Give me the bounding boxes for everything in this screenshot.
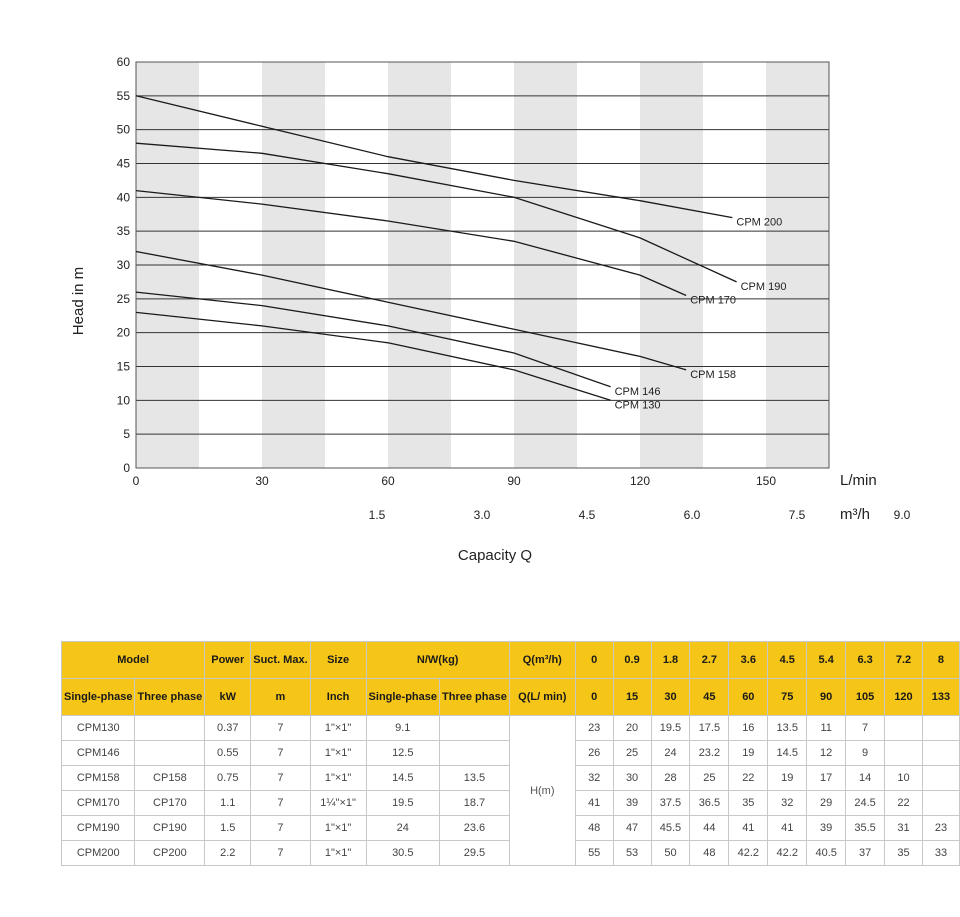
head-value-cell xyxy=(885,716,923,741)
table-cell: 1"×1" xyxy=(310,766,366,791)
head-value-cell: 7 xyxy=(846,716,885,741)
head-value-cell: 50 xyxy=(651,841,690,866)
head-value-cell: 48 xyxy=(575,816,613,841)
head-value-cell: 35.5 xyxy=(846,816,885,841)
table-cell: 2.2 xyxy=(205,841,251,866)
q-lmin-value: 30 xyxy=(651,679,690,716)
head-value-cell: 39 xyxy=(807,816,846,841)
y-tick-label: 45 xyxy=(116,156,130,171)
curve-label: CPM 190 xyxy=(740,280,787,293)
table-cell xyxy=(135,741,205,766)
q-lmin-value: 120 xyxy=(885,679,923,716)
head-value-cell: 41 xyxy=(575,791,613,816)
head-value-cell: 23.2 xyxy=(690,741,729,766)
table-cell xyxy=(135,716,205,741)
head-value-cell: 37 xyxy=(846,841,885,866)
table-cell: 0.37 xyxy=(205,716,251,741)
q-lmin-value: 133 xyxy=(922,679,959,716)
table-cell: CPM200 xyxy=(62,841,135,866)
x-tick-label-m3h: 4.5 xyxy=(578,508,596,522)
curve-label: CPM 130 xyxy=(614,399,661,412)
x-tick-label-lmin: 0 xyxy=(132,474,140,488)
head-value-cell: 42.2 xyxy=(729,841,768,866)
col-nw-three: Three phase xyxy=(440,679,510,716)
table-cell: 1"×1" xyxy=(310,741,366,766)
q-lmin-value: 105 xyxy=(846,679,885,716)
table-cell: 7 xyxy=(251,766,310,791)
x-axis-unit-m3h: m³/h xyxy=(840,506,870,523)
head-value-cell: 44 xyxy=(690,816,729,841)
q-m3h-value: 7.2 xyxy=(885,642,923,679)
head-value-cell: 24 xyxy=(651,741,690,766)
table-cell: CP190 xyxy=(135,816,205,841)
q-lmin-value: 60 xyxy=(729,679,768,716)
table-row xyxy=(62,716,960,741)
table-cell xyxy=(440,741,510,766)
table-cell: 23.6 xyxy=(440,816,510,841)
y-tick-label: 10 xyxy=(116,393,130,408)
y-tick-label: 30 xyxy=(116,258,130,272)
head-value-cell: 11 xyxy=(807,716,846,741)
head-value-cell: 41 xyxy=(729,816,768,841)
col-inch: Inch xyxy=(310,679,366,716)
head-value-cell: 12 xyxy=(807,741,846,766)
col-nw-single: Single-phase xyxy=(366,679,439,716)
table-cell: 0.75 xyxy=(205,766,251,791)
head-value-cell: 19 xyxy=(729,741,768,766)
x-tick-label-lmin: 60 xyxy=(381,474,395,488)
col-three-phase: Three phase xyxy=(135,679,205,716)
table-cell: 1"×1" xyxy=(310,816,366,841)
table-cell: 7 xyxy=(251,816,310,841)
head-value-cell: 25 xyxy=(613,741,651,766)
x-tick-label-lmin: 150 xyxy=(755,474,777,488)
head-value-cell: 25 xyxy=(690,766,729,791)
col-nw: N/W(kg) xyxy=(366,642,509,679)
head-value-cell: 10 xyxy=(885,766,923,791)
curve-label: CPM 158 xyxy=(690,368,737,381)
y-tick-label: 60 xyxy=(116,55,130,69)
table-cell: 0.55 xyxy=(205,741,251,766)
col-power: Power xyxy=(205,642,251,679)
table-cell: CP200 xyxy=(135,841,205,866)
head-value-cell: 42.2 xyxy=(768,841,807,866)
x-axis-label: Capacity Q xyxy=(457,547,533,564)
q-m3h-value: 3.6 xyxy=(729,642,768,679)
col-suct: Suct. Max. xyxy=(251,642,310,679)
q-m3h-value: 0.9 xyxy=(613,642,651,679)
x-axis-unit-lmin: L/min xyxy=(840,472,877,489)
head-value-cell: 35 xyxy=(729,791,768,816)
curve-label: CPM 170 xyxy=(690,294,737,307)
x-axis-ticks-m3h xyxy=(369,508,911,522)
head-value-cell: 14.5 xyxy=(768,741,807,766)
head-value-cell xyxy=(885,741,923,766)
head-value-cell: 19 xyxy=(768,766,807,791)
table-cell: 29.5 xyxy=(440,841,510,866)
head-value-cell: 29 xyxy=(807,791,846,816)
spec-table-body xyxy=(62,716,960,866)
table-cell: CPM190 xyxy=(62,816,135,841)
x-tick-label-lmin: 30 xyxy=(255,474,269,488)
q-m3h-value: 6.3 xyxy=(846,642,885,679)
table-cell: 30.5 xyxy=(366,841,439,866)
head-value-cell: 36.5 xyxy=(690,791,729,816)
y-tick-label: 55 xyxy=(116,88,130,103)
table-cell: 9.1 xyxy=(366,716,439,741)
head-value-cell: 32 xyxy=(768,791,807,816)
head-value-cell: 23 xyxy=(575,716,613,741)
table-cell: 7 xyxy=(251,716,310,741)
x-tick-label-m3h: 1.5 xyxy=(368,508,386,522)
head-value-cell: 55 xyxy=(575,841,613,866)
table-cell: 24 xyxy=(366,816,439,841)
table-header-row-2 xyxy=(62,679,960,716)
y-tick-label: 15 xyxy=(116,359,130,374)
col-kw: kW xyxy=(205,679,251,716)
table-cell: CPM146 xyxy=(62,741,135,766)
table-cell: 7 xyxy=(251,841,310,866)
head-value-cell: 13.5 xyxy=(768,716,807,741)
head-value-cell: 40.5 xyxy=(807,841,846,866)
head-value-cell: 22 xyxy=(729,766,768,791)
q-m3h-value: 1.8 xyxy=(651,642,690,679)
head-value-cell: 14 xyxy=(846,766,885,791)
table-cell: 14.5 xyxy=(366,766,439,791)
y-axis-ticks xyxy=(117,55,131,475)
table-cell: 1"×1" xyxy=(310,841,366,866)
y-tick-label: 40 xyxy=(116,190,130,205)
head-value-cell: 17.5 xyxy=(690,716,729,741)
curve-label: CPM 200 xyxy=(736,216,783,229)
head-value-cell: 28 xyxy=(651,766,690,791)
head-value-cell xyxy=(922,716,959,741)
head-value-cell: 39 xyxy=(613,791,651,816)
head-value-cell: 22 xyxy=(885,791,923,816)
head-value-cell: 9 xyxy=(846,741,885,766)
x-tick-label-lmin: 120 xyxy=(629,474,651,488)
x-axis-ticks-lmin xyxy=(133,474,777,488)
head-value-cell xyxy=(922,766,959,791)
head-value-cell: 41 xyxy=(768,816,807,841)
head-value-cell: 47 xyxy=(613,816,651,841)
table-cell: 1.1 xyxy=(205,791,251,816)
table-cell: CPM170 xyxy=(62,791,135,816)
head-value-cell: 53 xyxy=(613,841,651,866)
head-value-cell: 37.5 xyxy=(651,791,690,816)
head-value-cell xyxy=(922,791,959,816)
y-tick-label: 50 xyxy=(116,122,130,137)
head-value-cell: 24.5 xyxy=(846,791,885,816)
q-lmin-value: 90 xyxy=(807,679,846,716)
x-tick-label-m3h: 6.0 xyxy=(683,508,701,522)
head-value-cell: 23 xyxy=(922,816,959,841)
col-single-phase: Single-phase xyxy=(62,679,135,716)
head-value-cell: 48 xyxy=(690,841,729,866)
table-cell: CP170 xyxy=(135,791,205,816)
x-tick-label-lmin: 90 xyxy=(507,474,521,488)
table-cell: CP158 xyxy=(135,766,205,791)
col-size: Size xyxy=(310,642,366,679)
table-cell xyxy=(440,716,510,741)
y-tick-label: 20 xyxy=(116,325,130,340)
table-cell: 18.7 xyxy=(440,791,510,816)
q-m3h-value: 5.4 xyxy=(807,642,846,679)
q-lmin-value: 45 xyxy=(690,679,729,716)
head-value-cell: 19.5 xyxy=(651,716,690,741)
q-lmin-value: 15 xyxy=(613,679,651,716)
table-cell: 7 xyxy=(251,741,310,766)
q-lmin-value: 75 xyxy=(768,679,807,716)
table-cell: 1¼"×1" xyxy=(310,791,366,816)
table-cell: 1.5 xyxy=(205,816,251,841)
y-tick-label: 0 xyxy=(123,461,130,475)
head-value-cell: 26 xyxy=(575,741,613,766)
spec-table xyxy=(61,641,960,866)
col-q-m3h: Q(m³/h) xyxy=(509,642,575,679)
head-value-cell: 16 xyxy=(729,716,768,741)
table-cell: 12.5 xyxy=(366,741,439,766)
head-value-cell: 33 xyxy=(922,841,959,866)
head-value-cell xyxy=(922,741,959,766)
table-header-row-1 xyxy=(62,642,960,679)
q-m3h-value: 0 xyxy=(575,642,613,679)
x-tick-label-m3h: 7.5 xyxy=(788,508,806,522)
head-value-cell: 32 xyxy=(575,766,613,791)
table-cell: 19.5 xyxy=(366,791,439,816)
table-cell: 13.5 xyxy=(440,766,510,791)
x-tick-label-m3h: 9.0 xyxy=(893,508,911,522)
head-value-cell: 31 xyxy=(885,816,923,841)
y-axis-label: Head in m xyxy=(70,266,87,336)
q-m3h-value: 8 xyxy=(922,642,959,679)
y-tick-label: 35 xyxy=(116,224,130,239)
head-value-cell: 30 xyxy=(613,766,651,791)
q-lmin-value: 0 xyxy=(575,679,613,716)
q-m3h-value: 4.5 xyxy=(768,642,807,679)
x-tick-label-m3h: 3.0 xyxy=(473,508,491,522)
col-q-lmin: Q(L/ min) xyxy=(509,679,575,716)
table-cell: CPM158 xyxy=(62,766,135,791)
head-value-cell: 20 xyxy=(613,716,651,741)
q-m3h-value: 2.7 xyxy=(690,642,729,679)
curve-label: CPM 146 xyxy=(614,385,661,398)
y-tick-label: 25 xyxy=(116,291,130,306)
table-cell: CPM130 xyxy=(62,716,135,741)
y-tick-label: 5 xyxy=(123,427,130,442)
table-cell: 7 xyxy=(251,791,310,816)
head-value-cell: 45.5 xyxy=(651,816,690,841)
head-label-cell: H(m) xyxy=(509,716,575,866)
head-value-cell: 17 xyxy=(807,766,846,791)
head-value-cell: 35 xyxy=(885,841,923,866)
col-m: m xyxy=(251,679,310,716)
col-model: Model xyxy=(62,642,205,679)
table-cell: 1"×1" xyxy=(310,716,366,741)
